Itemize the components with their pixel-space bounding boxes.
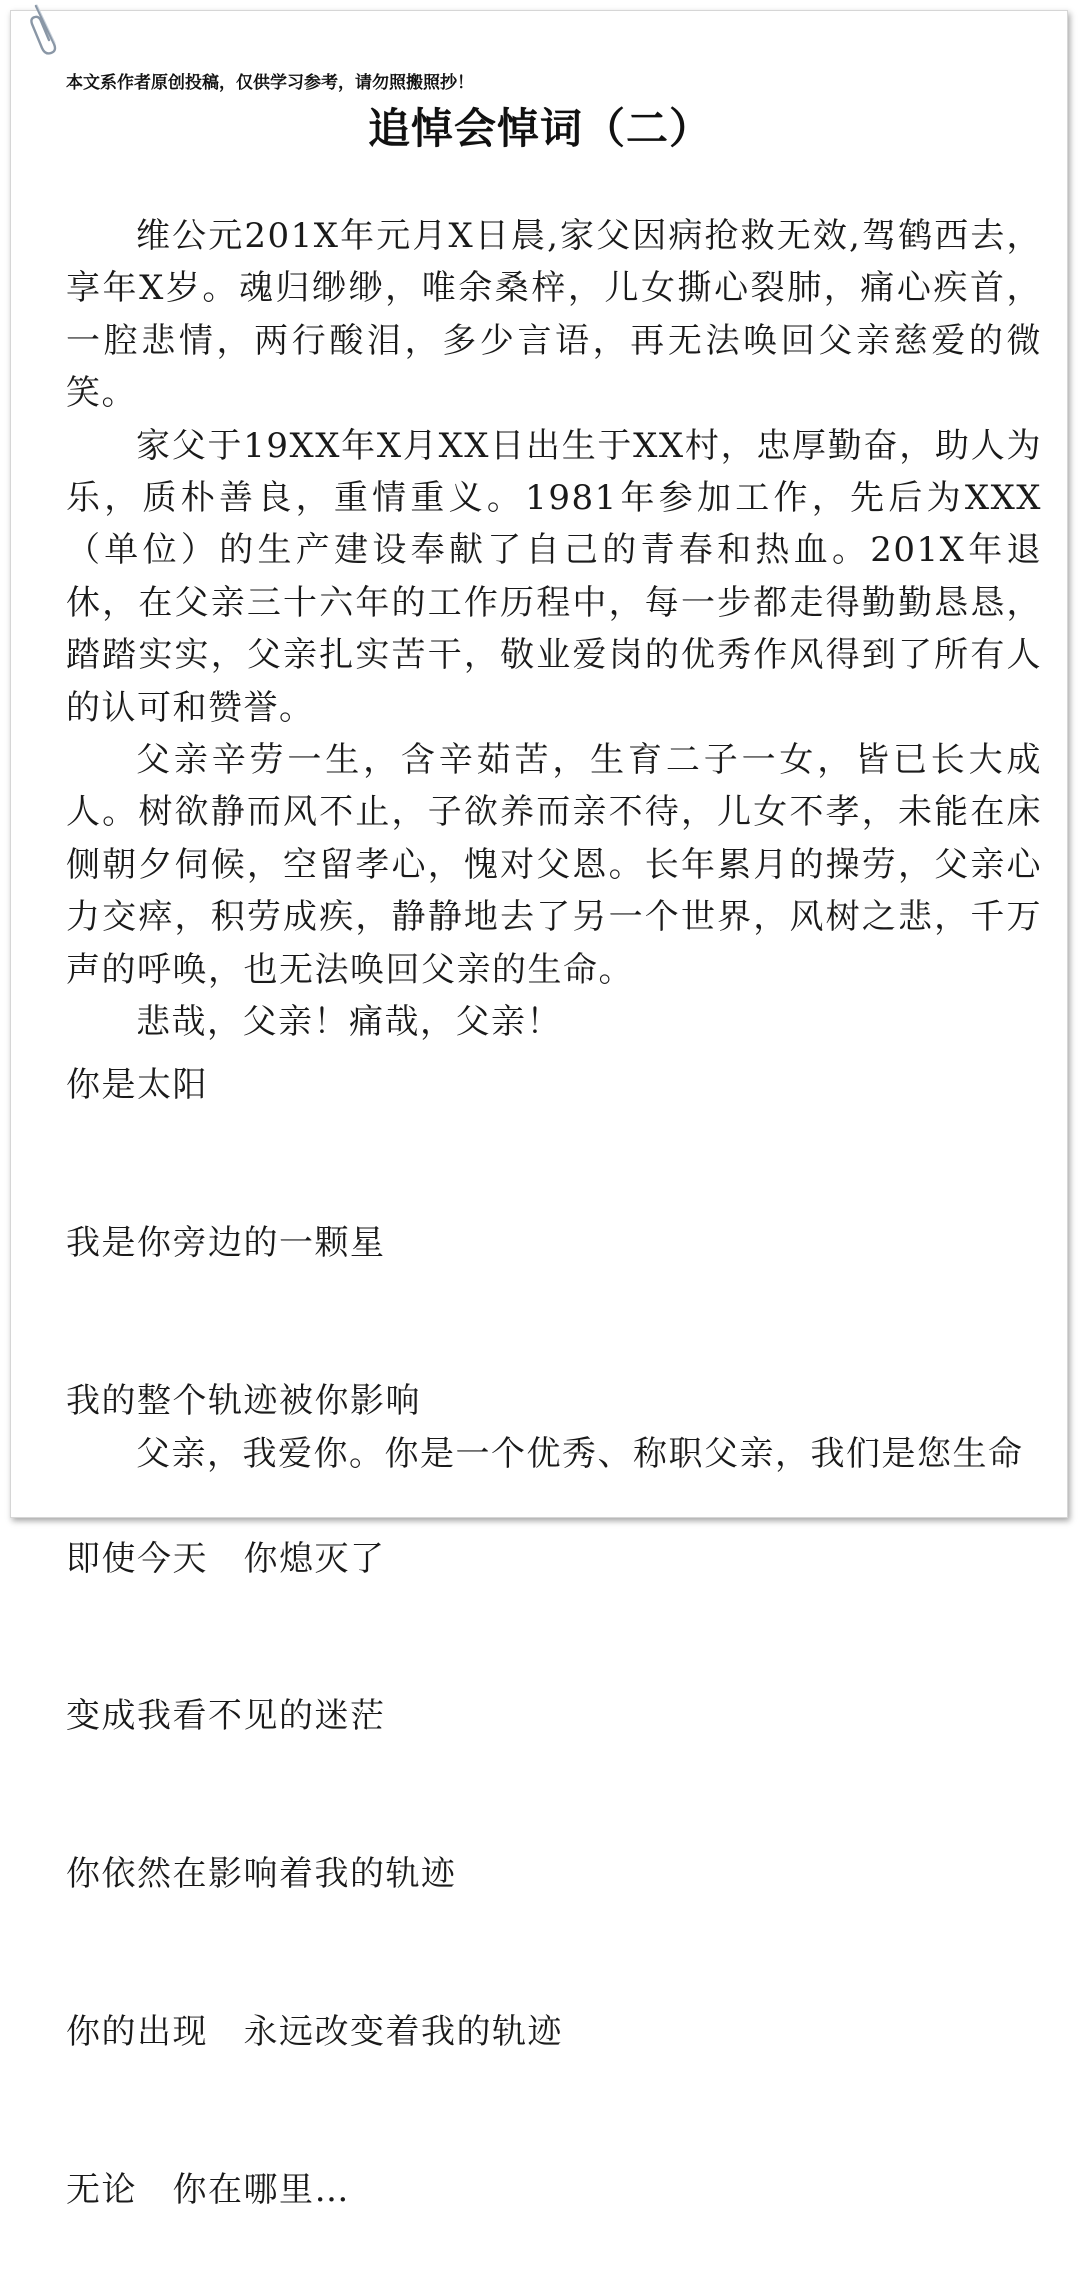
paperclip-icon xyxy=(30,0,60,56)
poem-line: 你的出现 永远改变着我的轨迹 xyxy=(66,2011,563,2052)
poem-line: 我的整个轨迹被你影响 xyxy=(66,1380,421,1421)
paragraph: 家父于19XX年X月XX日出生于XX村，忠厚勤奋，助人为乐，质朴善良，重情重义。1981年参加工作，先后为XXX（单位）的生产建设奉献了自己的青春和热血。201X年退休，在父亲三十六年的工作历程中，每一步都走得勤勤恳恳，踏踏实实，父亲扎实苦干，敬业爱岗的优秀作风得到了所有人的认可和赞誉。 xyxy=(66,425,1042,728)
poem xyxy=(66,954,563,2269)
copyright-notice: 本文系作者原创投稿，仅供学习参考，请勿照搬照抄！ xyxy=(66,73,474,93)
paragraph: 悲哉，父亲！痛哉，父亲！ xyxy=(136,1002,562,1043)
poem-line: 你是太阳 xyxy=(66,1065,208,1106)
poem-line: 无论 你在哪里… xyxy=(66,2169,350,2210)
poem-line: 即使今天 你熄灭了 xyxy=(66,1538,386,1579)
paragraph: 维公元201X年元月X日晨,家父因病抢救无效,驾鹤西去，享年X岁。魂归缈缈，唯余桑梓，儿女撕心裂肺，痛心疾首，一腔悲情，两行酸泪，多少言语，再无法唤回父亲慈爱的微笑。 xyxy=(66,216,1042,414)
page-title: 追悼会悼词（二） xyxy=(367,104,712,153)
poem-line: 变成我看不见的迷茫 xyxy=(66,1696,386,1737)
paragraph: 父亲辛劳一生，含辛茹苦，生育二子一女，皆已长大成人。树欲静而风不止，子欲养而亲不待，儿女不孝，未能在床侧朝夕伺候，空留孝心，愧对父恩。长年累月的操劳，父亲心力交瘁，积劳成疾，静静地去了另一个世界，风树之悲，千万声的呼唤，也无法唤回父亲的生命。 xyxy=(66,740,1042,990)
closing-paragraph: 父亲，我爱你。你是一个优秀、称职父亲，我们是您生命 xyxy=(136,1434,1024,1474)
eulogy-body xyxy=(66,210,1042,1049)
poem-line: 你依然在影响着我的轨迹 xyxy=(66,1854,457,1895)
poem-line: 我是你旁边的一颗星 xyxy=(66,1222,386,1263)
